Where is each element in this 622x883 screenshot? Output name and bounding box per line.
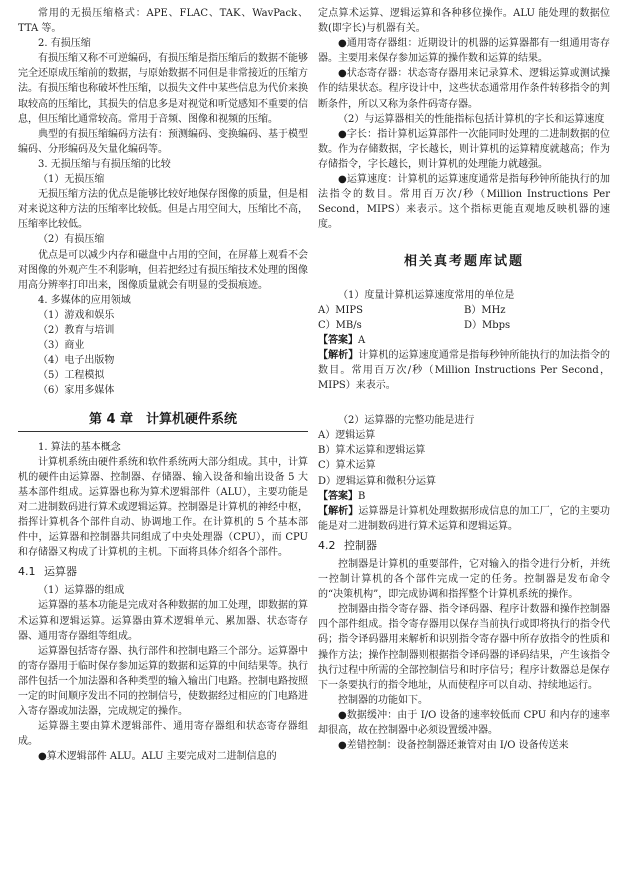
left-column <box>18 6 308 765</box>
section-heading <box>318 538 610 553</box>
paragraph: 运算器包括寄存器、执行部件和控制电路三个部分。运算器中的寄存器用于临时保存参加运算的数据和运算的中间结果等。执行部件包括一个加法器和各种类型的输入输出门电路。控制电路按照一定的时间顺序发出不同的控制信号，使数据经过相应的门电路进入寄存器或加法器，完成规定的操作。 <box>18 645 308 718</box>
paragraph: 优点是可以减少内存和磁盘中占用的空间，在屏幕上观看不会对图像的外观产生不利影响，但若把经过有损压缩技术处理的图像用高分辨率打印出来，图像质量就会有明显的受损痕迹。 <box>18 249 308 291</box>
section-heading <box>18 564 308 579</box>
question-stem: （1）度量计算机运算速度常用的单位是 <box>338 289 515 301</box>
option: D）Mbps <box>464 319 511 331</box>
heading: （1）运算器的组成 <box>38 585 125 597</box>
section-number: 4.2 <box>318 538 336 552</box>
paragraph: 典型的有损压缩编码方法有：预测编码、变换编码、基于模型编码、分形编码及矢量化编码等。 <box>18 128 308 155</box>
option: B）MHz <box>464 304 506 316</box>
paragraph: 有损压缩又称不可逆编码，有损压缩是指压缩后的数据不能够完全还原成压缩前的数据，与原始数据不同但是非常接近的压缩方法。有损压缩也称破坏性压缩，以损失文件中某些信息为代价来换取较高的压缩比，其损失的信息多是对视觉和听觉感知不重要的信息，但压缩比通常较高。常用于音频、图像和视频的压缩。 <box>18 53 308 125</box>
bullet-item: ●状态寄存器：状态寄存器用来记录算术、逻辑运算或测试操作的结果状态。程序设计中，这些状态通常用作条件转移指令的判断条件，所以又称为条件码寄存器。 <box>318 68 610 110</box>
option: C）算术运算 <box>318 460 376 472</box>
list-item: （2）教育与培训 <box>38 324 115 336</box>
heading: 3. 无损压缩与有损压缩的比较 <box>38 158 171 170</box>
heading: （2）有损压缩 <box>38 234 105 246</box>
option: D）逻辑运算和微积分运算 <box>318 475 437 487</box>
answer <box>318 333 610 348</box>
list-item: （5）工程模拟 <box>38 370 105 382</box>
analysis-text: 运算器是计算机处理数据形成信息的加工厂，它的主要功能是对二进制数码进行算术运算和逻辑运算。 <box>318 505 611 532</box>
bullet-item: ●差错控制：设备控制器还兼管对由 I/O 设备传送来 <box>338 740 569 752</box>
paragraph: 运算器主要由算术逻辑部件、通用寄存器组和状态寄存器组成。 <box>18 721 308 748</box>
option: A）MIPS <box>318 304 363 316</box>
option: C）MB/s <box>318 319 362 331</box>
list-item: （1）游戏和娱乐 <box>38 309 115 321</box>
analysis <box>318 348 610 393</box>
list-item: （4）电子出版物 <box>38 355 115 367</box>
paragraph: 定点算术运算、逻辑运算和各种移位操作。ALU 能处理的数据位数(即字长)与机器有关。 <box>318 8 610 35</box>
right-column <box>318 6 610 753</box>
paragraph: 常用的无损压缩格式：APE、FLAC、TAK、WavPack、TTA 等。 <box>18 8 308 35</box>
paragraph: 运算器的基本功能是完成对各种数据的加工处理，即数据的算术运算和逻辑运算。运算器由算术逻辑单元、累加器、状态寄存器、通用寄存器组等组成。 <box>18 600 308 642</box>
heading: （1）无损压缩 <box>38 174 105 186</box>
analysis-tag: 【解析】 <box>318 349 359 361</box>
answer-value: A <box>358 334 366 346</box>
paragraph: 无损压缩方法的优点是能够比较好地保存图像的质量，但是相对来说这种方法的压缩率比较低。但是占用空间大，压缩比不高，压缩率比较低。 <box>18 189 308 231</box>
answer <box>318 489 610 504</box>
chapter-title: 第 4 章 计算机硬件系统 <box>18 412 308 431</box>
option: B）算术运算和逻辑运算 <box>318 445 426 457</box>
bullet-item: ●数据缓冲：由于 I/O 设备的速率较低而 CPU 和内存的速率却很高，故在控制器中必须设置缓冲器。 <box>318 709 610 737</box>
analysis <box>318 504 610 534</box>
options-row <box>318 303 610 318</box>
answer-tag: 【答案】 <box>318 490 358 502</box>
options-row <box>318 318 610 333</box>
question-bank-title: 相关真考题库试题 <box>403 254 524 270</box>
paragraph: 控制器的功能如下。 <box>338 694 428 706</box>
section-number: 4.1 <box>18 565 36 579</box>
paragraph: 计算机系统由硬件系统和软件系统两大部分组成。其中，计算机的硬件由运算器、控制器、存储器、输入设备和输出设备 5 大基本部件组成。运算器也称为算术逻辑部件（ALU），主要功能是对二进制数码进行算术或逻辑运算。控制器是计算机的神经中枢，指挥计算机各个部件自动、协调地工作。在计算机的 5 个基本部件中，运算器和控制器共同组成了中央处理器（CPU），而 CPU 和存储器又构成了计算机的主机。下面将具体介绍各个部件。 <box>18 456 308 559</box>
paragraph: 控制器由指令寄存器、指令译码器、程序计数器和操作控制器四个部件组成。指令寄存器用以保存当前执行或即将执行的指令代码；指令译码器用来解析和识别指令寄存器中所存放指令的性质和操作方法；操作控制器则根据指令译码器的译码结果，产生该指令执行过程中所需的全部控制信号和时序信号；程序计数器总是保存下一条要执行的指令地址，从而使程序可以自动、持续地运行。 <box>318 604 610 691</box>
answer-value: B <box>358 490 366 502</box>
bullet-item: ●字长：指计算机运算部件一次能同时处理的二进制数据的位数。作为存储数据，字长越长，则计算机的运算精度就越高；作为存储指令，字长越长，则计算机的处理能力就越强。 <box>318 128 610 170</box>
list-item: （6）家用多媒体 <box>38 385 115 397</box>
paragraph: 控制器是计算机的重要部件，它对输入的指令进行分析，并统一控制计算机的各个部件完成一定的任务。控制器是发布命令的“决策机构”，即完成协调和指挥整个计算机系统的操作。 <box>318 559 610 601</box>
section-title: 控制器 <box>344 538 377 552</box>
analysis-text: 计算机的运算速度通常是指每秒钟所能执行的加法指令的数目。常用百万次/秒（Million Instructions Per Second，MIPS）来表示。 <box>318 349 611 392</box>
section-title: 运算器 <box>44 565 77 579</box>
option: A）逻辑运算 <box>318 430 376 442</box>
bullet-item: ●通用寄存器组：近期设计的机器的运算器都有一组通用寄存器。主要用来保存参加运算的操作数和运算的结果。 <box>318 38 610 65</box>
heading: 1. 算法的基本概念 <box>38 441 121 453</box>
heading: 2. 有损压缩 <box>38 38 91 50</box>
question-stem: （2）运算器的完整功能是进行 <box>338 415 475 427</box>
bullet-item: ●运算速度：计算机的运算速度通常是指每秒钟所能执行的加法指令的数目。常用百万次/秒（Million Instructions Per Second，MIPS）来表示。这个指标更能直观地反映机器的速度。 <box>318 174 610 231</box>
heading: 4. 多媒体的应用领域 <box>38 294 131 306</box>
heading: （2）与运算器相关的性能指标包括计算机的字长和运算速度 <box>338 113 605 125</box>
answer-tag: 【答案】 <box>318 334 358 346</box>
bullet-item: ●算术逻辑部件 ALU。ALU 主要完成对二进制信息的 <box>38 751 277 763</box>
analysis-tag: 【解析】 <box>318 505 359 517</box>
list-item: （3）商业 <box>38 340 85 352</box>
